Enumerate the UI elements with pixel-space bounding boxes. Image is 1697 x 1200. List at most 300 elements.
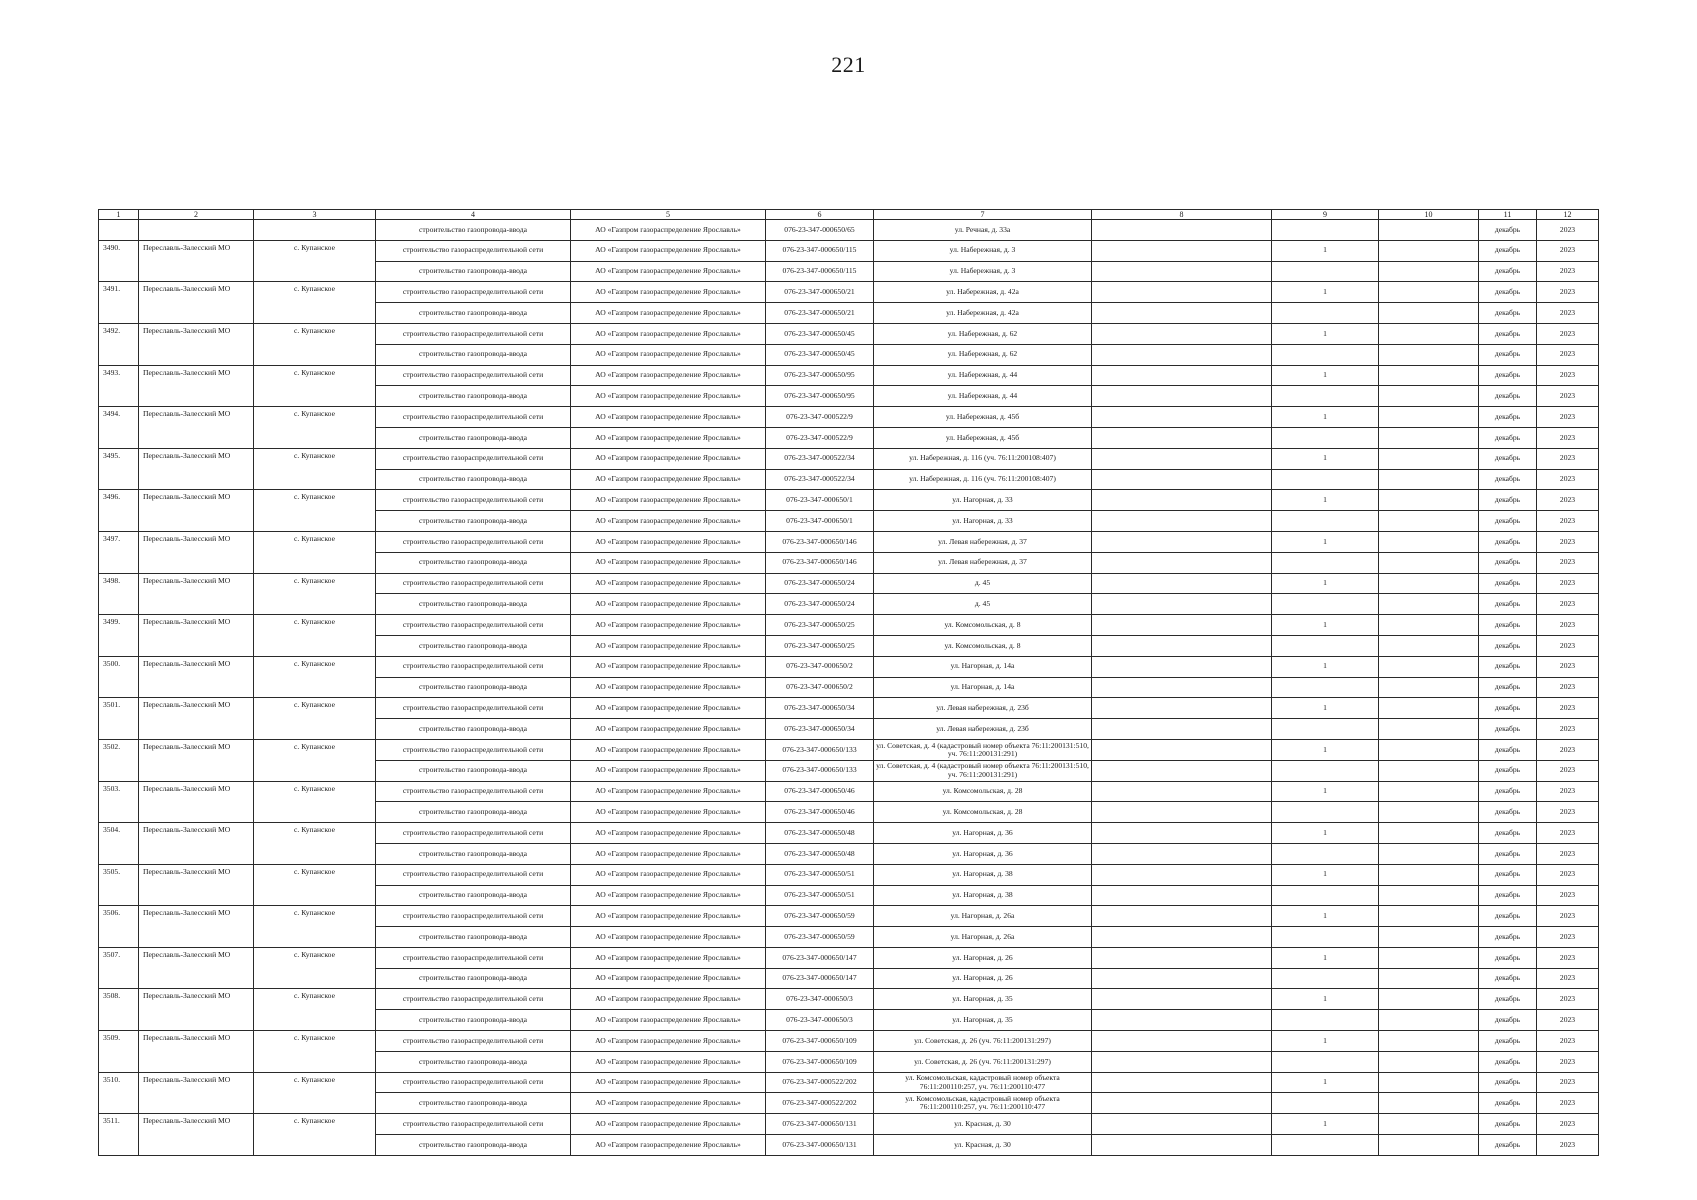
cell-col10 <box>1379 1072 1479 1093</box>
cell-company: АО «Газпром газораспределение Ярославль» <box>571 698 766 719</box>
cell-year: 2023 <box>1537 552 1599 573</box>
cell-address: ул. Набережная, д. 3 <box>874 261 1092 282</box>
cell-num: 3497. <box>99 531 139 573</box>
cell-count: 1 <box>1272 989 1379 1010</box>
cell-month: декабрь <box>1479 906 1537 927</box>
cell-num: 3500. <box>99 656 139 698</box>
cell-company: АО «Газпром газораспределение Ярославль» <box>571 261 766 282</box>
cell-code: 076-23-347-000650/25 <box>766 615 874 636</box>
cell-address: ул. Нагорная, д. 35 <box>874 1010 1092 1031</box>
cell-year: 2023 <box>1537 448 1599 469</box>
cell-col10 <box>1379 427 1479 448</box>
cell-code: 076-23-347-000650/65 <box>766 220 874 241</box>
cell-num: 3494. <box>99 407 139 449</box>
cell-code: 076-23-347-000650/2 <box>766 677 874 698</box>
cell-address: ул. Нагорная, д. 26 <box>874 947 1092 968</box>
column-header: 2 <box>139 210 254 220</box>
cell-company: АО «Газпром газораспределение Ярославль» <box>571 303 766 324</box>
cell-col8 <box>1092 469 1272 490</box>
cell-company: АО «Газпром газораспределение Ярославль» <box>571 677 766 698</box>
cell-month: декабрь <box>1479 781 1537 802</box>
cell-num: 3498. <box>99 573 139 615</box>
column-header: 6 <box>766 210 874 220</box>
cell-col9 <box>1272 760 1379 781</box>
cell-col10 <box>1379 240 1479 261</box>
cell-month: декабрь <box>1479 1010 1537 1031</box>
cell-year: 2023 <box>1537 240 1599 261</box>
cell-col10 <box>1379 531 1479 552</box>
cell-address: ул. Нагорная, д. 26а <box>874 906 1092 927</box>
cell-code: 076-23-347-000650/34 <box>766 719 874 740</box>
cell-company: АО «Газпром газораспределение Ярославль» <box>571 552 766 573</box>
cell-col10 <box>1379 469 1479 490</box>
cell-company: АО «Газпром газораспределение Ярославль» <box>571 1051 766 1072</box>
cell-code: 076-23-347-000650/24 <box>766 573 874 594</box>
cell-month: декабрь <box>1479 407 1537 428</box>
cell-month: декабрь <box>1479 490 1537 511</box>
column-header: 4 <box>376 210 571 220</box>
cell-code: 076-23-347-000650/133 <box>766 760 874 781</box>
cell-month: декабрь <box>1479 1135 1537 1156</box>
cell-company: АО «Газпром газораспределение Ярославль» <box>571 615 766 636</box>
cell-code: 076-23-347-000650/34 <box>766 698 874 719</box>
table-row <box>99 365 1599 386</box>
cell-settlement: с. Купанское <box>254 989 376 1031</box>
cell-work-type: строительство газораспределительной сети <box>376 365 571 386</box>
cell-month: декабрь <box>1479 823 1537 844</box>
cell-col9 <box>1272 303 1379 324</box>
cell-company: АО «Газпром газораспределение Ярославль» <box>571 656 766 677</box>
cell-col9 <box>1272 1135 1379 1156</box>
cell-municipality <box>139 220 254 241</box>
cell-col9 <box>1272 677 1379 698</box>
cell-col8 <box>1092 407 1272 428</box>
cell-work-type: строительство газопровода-ввода <box>376 843 571 864</box>
cell-year: 2023 <box>1537 823 1599 844</box>
cell-count: 1 <box>1272 698 1379 719</box>
cell-work-type: строительство газопровода-ввода <box>376 719 571 740</box>
cell-col8 <box>1092 843 1272 864</box>
cell-num: 3504. <box>99 823 139 865</box>
cell-col8 <box>1092 802 1272 823</box>
cell-code: 076-23-347-000650/59 <box>766 906 874 927</box>
cell-month: декабрь <box>1479 760 1537 781</box>
cell-col8 <box>1092 698 1272 719</box>
cell-col8 <box>1092 968 1272 989</box>
cell-num: 3508. <box>99 989 139 1031</box>
cell-col10 <box>1379 927 1479 948</box>
cell-company: АО «Газпром газораспределение Ярославль» <box>571 1072 766 1093</box>
cell-company: АО «Газпром газораспределение Ярославль» <box>571 386 766 407</box>
cell-settlement <box>254 220 376 241</box>
cell-company: АО «Газпром газораспределение Ярославль» <box>571 469 766 490</box>
cell-settlement: с. Купанское <box>254 531 376 573</box>
cell-company: АО «Газпром газораспределение Ярославль» <box>571 843 766 864</box>
cell-address: ул. Красная, д. 30 <box>874 1135 1092 1156</box>
cell-col8 <box>1092 1093 1272 1114</box>
cell-year: 2023 <box>1537 885 1599 906</box>
cell-code: 076-23-347-000650/46 <box>766 802 874 823</box>
cell-col8 <box>1092 511 1272 532</box>
cell-count: 1 <box>1272 490 1379 511</box>
cell-month: декабрь <box>1479 843 1537 864</box>
cell-col10 <box>1379 344 1479 365</box>
cell-col10 <box>1379 1051 1479 1072</box>
cell-col8 <box>1092 1072 1272 1093</box>
table-row <box>99 240 1599 261</box>
cell-company: АО «Газпром газораспределение Ярославль» <box>571 323 766 344</box>
cell-num <box>99 220 139 241</box>
cell-month: декабрь <box>1479 719 1537 740</box>
cell-company: АО «Газпром газораспределение Ярославль» <box>571 344 766 365</box>
cell-municipality: Переславль-Залесский МО <box>139 823 254 865</box>
cell-settlement: с. Купанское <box>254 823 376 865</box>
cell-municipality: Переславль-Залесский МО <box>139 240 254 282</box>
cell-year: 2023 <box>1537 781 1599 802</box>
cell-year: 2023 <box>1537 989 1599 1010</box>
cell-address: ул. Комсомольская, кадастровый номер объекта 76:11:200110:257, уч. 76:11:200110:477 <box>874 1072 1092 1093</box>
cell-work-type: строительство газопровода-ввода <box>376 1135 571 1156</box>
cell-month: декабрь <box>1479 427 1537 448</box>
cell-work-type: строительство газораспределительной сети <box>376 989 571 1010</box>
cell-municipality: Переславль-Залесский МО <box>139 531 254 573</box>
cell-count: 1 <box>1272 365 1379 386</box>
cell-settlement: с. Купанское <box>254 323 376 365</box>
cell-col10 <box>1379 282 1479 303</box>
cell-code: 076-23-347-000650/109 <box>766 1051 874 1072</box>
cell-col10 <box>1379 1135 1479 1156</box>
cell-col10 <box>1379 781 1479 802</box>
cell-count: 1 <box>1272 615 1379 636</box>
cell-company: АО «Газпром газораспределение Ярославль» <box>571 448 766 469</box>
cell-col8 <box>1092 490 1272 511</box>
cell-settlement: с. Купанское <box>254 240 376 282</box>
table-row <box>99 906 1599 927</box>
cell-num: 3495. <box>99 448 139 490</box>
cell-col10 <box>1379 261 1479 282</box>
cell-month: декабрь <box>1479 885 1537 906</box>
cell-count: 1 <box>1272 781 1379 802</box>
cell-col8 <box>1092 823 1272 844</box>
cell-work-type: строительство газораспределительной сети <box>376 573 571 594</box>
cell-settlement: с. Купанское <box>254 1072 376 1114</box>
cell-work-type: строительство газопровода-ввода <box>376 427 571 448</box>
cell-col8 <box>1092 1010 1272 1031</box>
cell-col9 <box>1272 261 1379 282</box>
cell-address: ул. Набережная, д. 44 <box>874 365 1092 386</box>
cell-col9 <box>1272 968 1379 989</box>
cell-year: 2023 <box>1537 906 1599 927</box>
cell-month: декабрь <box>1479 677 1537 698</box>
cell-code: 076-23-347-000650/146 <box>766 552 874 573</box>
cell-work-type: строительство газораспределительной сети <box>376 1114 571 1135</box>
cell-work-type: строительство газопровода-ввода <box>376 469 571 490</box>
cell-col8 <box>1092 303 1272 324</box>
cell-address: ул. Левая набережная, д. 37 <box>874 552 1092 573</box>
table-row <box>99 656 1599 677</box>
cell-settlement: с. Купанское <box>254 864 376 906</box>
cell-year: 2023 <box>1537 864 1599 885</box>
cell-col10 <box>1379 760 1479 781</box>
cell-year: 2023 <box>1537 698 1599 719</box>
cell-num: 3505. <box>99 864 139 906</box>
cell-address: ул. Комсомольская, д. 28 <box>874 802 1092 823</box>
cell-address: ул. Нагорная, д. 33 <box>874 511 1092 532</box>
cell-municipality: Переславль-Залесский МО <box>139 906 254 948</box>
cell-settlement: с. Купанское <box>254 698 376 740</box>
cell-address: ул. Красная, д. 30 <box>874 1114 1092 1135</box>
cell-year: 2023 <box>1537 427 1599 448</box>
cell-company: АО «Газпром газораспределение Ярославль» <box>571 989 766 1010</box>
cell-work-type: строительство газораспределительной сети <box>376 823 571 844</box>
cell-work-type: строительство газораспределительной сети <box>376 1031 571 1052</box>
cell-company: АО «Газпром газораспределение Ярославль» <box>571 407 766 428</box>
cell-col8 <box>1092 989 1272 1010</box>
cell-code: 076-23-347-000650/2 <box>766 656 874 677</box>
cell-col8 <box>1092 760 1272 781</box>
cell-address: ул. Комсомольская, д. 28 <box>874 781 1092 802</box>
cell-company: АО «Газпром газораспределение Ярославль» <box>571 760 766 781</box>
cell-month: декабрь <box>1479 303 1537 324</box>
cell-work-type: строительство газопровода-ввода <box>376 885 571 906</box>
table-row <box>99 739 1599 760</box>
cell-year: 2023 <box>1537 365 1599 386</box>
cell-col10 <box>1379 823 1479 844</box>
cell-code: 076-23-347-000650/133 <box>766 739 874 760</box>
cell-code: 076-23-347-000650/46 <box>766 781 874 802</box>
cell-num: 3511. <box>99 1114 139 1156</box>
cell-company: АО «Газпром газораспределение Ярославль» <box>571 594 766 615</box>
cell-num: 3492. <box>99 323 139 365</box>
cell-num: 3496. <box>99 490 139 532</box>
cell-col8 <box>1092 531 1272 552</box>
cell-company: АО «Газпром газораспределение Ярославль» <box>571 864 766 885</box>
cell-settlement: с. Купанское <box>254 1114 376 1156</box>
cell-year: 2023 <box>1537 615 1599 636</box>
cell-year: 2023 <box>1537 261 1599 282</box>
cell-year: 2023 <box>1537 1010 1599 1031</box>
cell-work-type: строительство газораспределительной сети <box>376 531 571 552</box>
cell-col8 <box>1092 615 1272 636</box>
cell-year: 2023 <box>1537 1051 1599 1072</box>
cell-month: декабрь <box>1479 323 1537 344</box>
cell-month: декабрь <box>1479 469 1537 490</box>
cell-work-type: строительство газопровода-ввода <box>376 511 571 532</box>
cell-month: декабрь <box>1479 927 1537 948</box>
cell-col10 <box>1379 552 1479 573</box>
cell-municipality: Переславль-Залесский МО <box>139 323 254 365</box>
cell-settlement: с. Купанское <box>254 282 376 324</box>
cell-count: 1 <box>1272 1072 1379 1093</box>
cell-year: 2023 <box>1537 490 1599 511</box>
cell-code: 076-23-347-000650/25 <box>766 635 874 656</box>
cell-work-type: строительство газораспределительной сети <box>376 781 571 802</box>
cell-col9 <box>1272 802 1379 823</box>
cell-col10 <box>1379 864 1479 885</box>
cell-col8 <box>1092 677 1272 698</box>
cell-code: 076-23-347-000522/202 <box>766 1093 874 1114</box>
cell-col8 <box>1092 448 1272 469</box>
cell-work-type: строительство газораспределительной сети <box>376 282 571 303</box>
cell-month: декабрь <box>1479 282 1537 303</box>
cell-month: декабрь <box>1479 261 1537 282</box>
cell-company: АО «Газпром газораспределение Ярославль» <box>571 823 766 844</box>
cell-count: 1 <box>1272 531 1379 552</box>
cell-company: АО «Газпром газораспределение Ярославль» <box>571 220 766 241</box>
cell-year: 2023 <box>1537 323 1599 344</box>
cell-code: 076-23-347-000522/34 <box>766 448 874 469</box>
table-row <box>99 615 1599 636</box>
cell-company: АО «Газпром газораспределение Ярославль» <box>571 511 766 532</box>
cell-company: АО «Газпром газораспределение Ярославль» <box>571 282 766 303</box>
cell-work-type: строительство газораспределительной сети <box>376 240 571 261</box>
cell-municipality: Переславль-Залесский МО <box>139 615 254 657</box>
cell-month: декабрь <box>1479 240 1537 261</box>
cell-month: декабрь <box>1479 1072 1537 1093</box>
cell-company: АО «Газпром газораспределение Ярославль» <box>571 906 766 927</box>
cell-address: ул. Набережная, д. 42а <box>874 282 1092 303</box>
cell-num: 3502. <box>99 739 139 781</box>
cell-count: 1 <box>1272 656 1379 677</box>
cell-num: 3503. <box>99 781 139 823</box>
cell-company: АО «Газпром газораспределение Ярославль» <box>571 427 766 448</box>
table-row <box>99 947 1599 968</box>
cell-num: 3510. <box>99 1072 139 1114</box>
cell-municipality: Переславль-Залесский МО <box>139 448 254 490</box>
cell-col10 <box>1379 594 1479 615</box>
cell-company: АО «Газпром газораспределение Ярославль» <box>571 781 766 802</box>
cell-col10 <box>1379 220 1479 241</box>
cell-month: декабрь <box>1479 344 1537 365</box>
cell-month: декабрь <box>1479 739 1537 760</box>
cell-address: ул. Нагорная, д. 14а <box>874 677 1092 698</box>
cell-col10 <box>1379 802 1479 823</box>
cell-address: ул. Набережная, д. 42а <box>874 303 1092 324</box>
cell-num: 3509. <box>99 1031 139 1073</box>
cell-count: 1 <box>1272 1031 1379 1052</box>
cell-municipality: Переславль-Залесский МО <box>139 656 254 698</box>
cell-address: ул. Речная, д. 33а <box>874 220 1092 241</box>
cell-col10 <box>1379 739 1479 760</box>
cell-code: 076-23-347-000650/147 <box>766 968 874 989</box>
cell-address: ул. Левая набережная, д. 23б <box>874 719 1092 740</box>
cell-col10 <box>1379 677 1479 698</box>
cell-col8 <box>1092 573 1272 594</box>
table-row <box>99 407 1599 428</box>
cell-col8 <box>1092 885 1272 906</box>
cell-company: АО «Газпром газораспределение Ярославль» <box>571 968 766 989</box>
cell-settlement: с. Купанское <box>254 448 376 490</box>
cell-col10 <box>1379 407 1479 428</box>
cell-month: декабрь <box>1479 365 1537 386</box>
cell-settlement: с. Купанское <box>254 365 376 407</box>
cell-address: ул. Нагорная, д. 36 <box>874 823 1092 844</box>
cell-address: ул. Нагорная, д. 26а <box>874 927 1092 948</box>
cell-work-type: строительство газопровода-ввода <box>376 802 571 823</box>
cell-work-type: строительство газораспределительной сети <box>376 906 571 927</box>
cell-municipality: Переславль-Залесский МО <box>139 282 254 324</box>
cell-address: ул. Набережная, д. 44 <box>874 386 1092 407</box>
cell-code: 076-23-347-000650/1 <box>766 490 874 511</box>
cell-code: 076-23-347-000650/109 <box>766 1031 874 1052</box>
cell-code: 076-23-347-000650/24 <box>766 594 874 615</box>
cell-col9 <box>1272 1093 1379 1114</box>
cell-num: 3507. <box>99 947 139 989</box>
cell-col10 <box>1379 323 1479 344</box>
cell-col8 <box>1092 927 1272 948</box>
cell-address: ул. Набережная, д. 45б <box>874 427 1092 448</box>
table-row <box>99 823 1599 844</box>
cell-code: 076-23-347-000650/115 <box>766 240 874 261</box>
cell-month: декабрь <box>1479 1093 1537 1114</box>
cell-num: 3490. <box>99 240 139 282</box>
cell-address: ул. Нагорная, д. 36 <box>874 843 1092 864</box>
cell-col8 <box>1092 427 1272 448</box>
cell-col9 <box>1272 552 1379 573</box>
cell-address: ул. Комсомольская, д. 8 <box>874 615 1092 636</box>
cell-code: 076-23-347-000522/34 <box>766 469 874 490</box>
cell-count: 1 <box>1272 906 1379 927</box>
cell-municipality: Переславль-Залесский МО <box>139 781 254 823</box>
cell-code: 076-23-347-000650/45 <box>766 323 874 344</box>
cell-work-type: строительство газопровода-ввода <box>376 927 571 948</box>
cell-month: декабрь <box>1479 802 1537 823</box>
cell-count: 1 <box>1272 240 1379 261</box>
column-header: 1 <box>99 210 139 220</box>
cell-work-type: строительство газопровода-ввода <box>376 968 571 989</box>
cell-address: ул. Комсомольская, д. 8 <box>874 635 1092 656</box>
cell-company: АО «Газпром газораспределение Ярославль» <box>571 490 766 511</box>
cell-month: декабрь <box>1479 448 1537 469</box>
cell-month: декабрь <box>1479 511 1537 532</box>
cell-col8 <box>1092 240 1272 261</box>
register-table <box>98 209 1599 1156</box>
cell-col9 <box>1272 386 1379 407</box>
table-row <box>99 1031 1599 1052</box>
cell-year: 2023 <box>1537 407 1599 428</box>
table-row <box>99 1072 1599 1093</box>
cell-address: ул. Нагорная, д. 35 <box>874 989 1092 1010</box>
cell-work-type: строительство газопровода-ввода <box>376 677 571 698</box>
cell-col9 <box>1272 927 1379 948</box>
cell-num: 3491. <box>99 282 139 324</box>
cell-address: ул. Набережная, д. 62 <box>874 323 1092 344</box>
cell-code: 076-23-347-000650/21 <box>766 282 874 303</box>
cell-col10 <box>1379 448 1479 469</box>
cell-month: декабрь <box>1479 635 1537 656</box>
cell-company: АО «Газпром газораспределение Ярославль» <box>571 739 766 760</box>
cell-col8 <box>1092 594 1272 615</box>
cell-month: декабрь <box>1479 531 1537 552</box>
cell-code: 076-23-347-000650/48 <box>766 823 874 844</box>
cell-month: декабрь <box>1479 615 1537 636</box>
cell-municipality: Переславль-Залесский МО <box>139 365 254 407</box>
cell-month: декабрь <box>1479 220 1537 241</box>
cell-col10 <box>1379 573 1479 594</box>
cell-code: 076-23-347-000650/21 <box>766 303 874 324</box>
cell-col8 <box>1092 656 1272 677</box>
cell-month: декабрь <box>1479 594 1537 615</box>
cell-col10 <box>1379 615 1479 636</box>
cell-col10 <box>1379 511 1479 532</box>
cell-month: декабрь <box>1479 968 1537 989</box>
cell-code: 076-23-347-000650/1 <box>766 511 874 532</box>
cell-company: АО «Газпром газораспределение Ярославль» <box>571 531 766 552</box>
cell-work-type: строительство газораспределительной сети <box>376 739 571 760</box>
cell-col10 <box>1379 906 1479 927</box>
cell-municipality: Переславль-Залесский МО <box>139 698 254 740</box>
cell-address: ул. Левая набережная, д. 23б <box>874 698 1092 719</box>
